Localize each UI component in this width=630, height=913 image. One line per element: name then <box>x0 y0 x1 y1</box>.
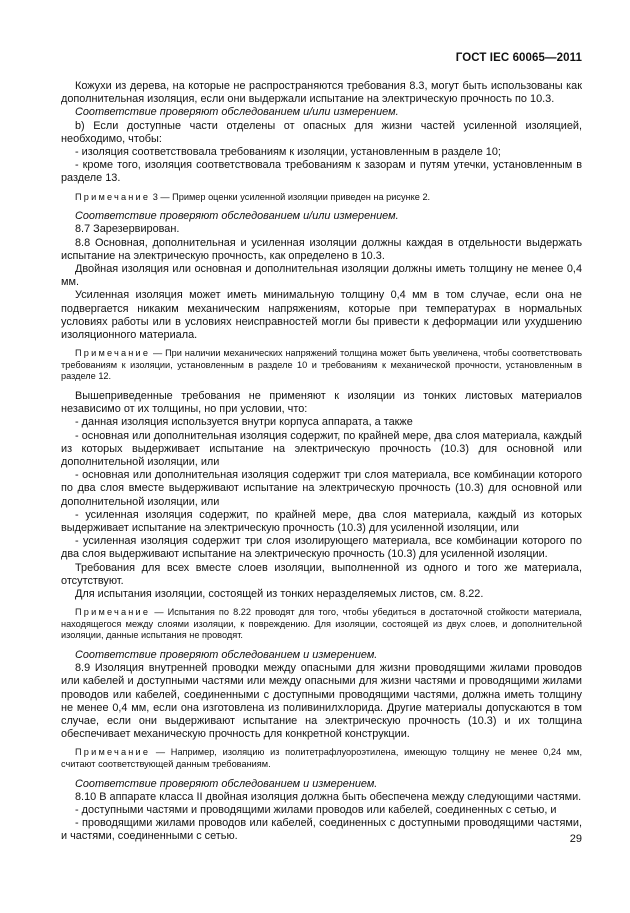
note-text: — Например, изоляцию из политетрафлуороэтилена, имеющую толщину не менее 0,24 мм, считают соответствующей данным требованиям. <box>61 747 582 770</box>
compliance-check: Соответствие проверяют обследованием и/или измерением. <box>75 106 399 119</box>
paragraph: 8.9 Изоляция внутренней проводки между опасными для жизни проводящими жилами проводов или кабелей и доступными частями или между опасными для жизни частями и проводящими жилами проводов или кабелей, соединенными с доступными проводящими частями, должна иметь толщину не менее 0,4 мм, если она изготовлена из поливинилхлорида. Другие материалы допускаются в том случае, если они выдерживают испытание на электрическую прочность (10.3) и их толщина обеспечивает механическую прочность для конкретной конструкции. <box>61 662 582 741</box>
note <box>61 747 582 770</box>
paragraph: Усиленная изоляция может иметь минимальную толщину 0,4 мм в том случае, если она не подвергается никаким механическим напряжениям, которые при температурах в нормальных условиях работы или в условиях неисправностей могли бы привести к деформации или ухудшению изоляционного материала. <box>61 289 582 342</box>
section-heading: 8.7 Зарезервирован. <box>75 223 180 236</box>
paragraph: Для испытания изоляции, состоящей из тонких неразделяемых листов, см. 8.22. <box>75 588 484 601</box>
note-text: — При наличии механических напряжений толщина может быть увеличена, чтобы соответствовать требованиям к изоляции, установленным в разделе 10 и требованиям к механической прочности, установленным в разделе 12. <box>61 348 582 382</box>
note <box>61 348 582 383</box>
note-label: Примечание <box>75 348 151 359</box>
compliance-check: Соответствие проверяют обследованием и измерением. <box>75 649 378 662</box>
note <box>61 607 582 642</box>
document-body <box>61 80 582 844</box>
paragraph: Требования для всех вместе слоев изоляции, выполненной из одного и того же материала, отсутствуют. <box>61 561 582 587</box>
paragraph: 8.8 Основная, дополнительная и усиленная изоляции должны каждая в отдельности выдержать испытание на электрическую прочность, как определено в 10.3. <box>61 236 582 262</box>
compliance-check: Соответствие проверяют обследованием и измерением. <box>75 777 378 790</box>
page-number: 29 <box>569 833 582 845</box>
note-text: 3 — Пример оценки усиленной изоляции приведен на рисунке 2. <box>150 191 431 202</box>
list-item: - основная или дополнительная изоляция содержит, по крайней мере, два слоя материала, каждый из которых выдерживает испытание на электрическую прочность (10.3) для основной или дополнительной изоляции, или <box>61 429 582 469</box>
list-item: - доступными частями и проводящими жилами проводов или кабелей, соединенных с сетью, и <box>75 804 557 817</box>
paragraph: b) Если доступные части отделены от опасных для жизни частей усиленной изоляцией, необходимо, чтобы: <box>61 119 582 145</box>
note-label: Примечание <box>75 607 151 618</box>
list-item: - кроме того, изоляция соответствовала требованиям к зазорам и путям утечки, установленным в разделе 13. <box>61 159 582 185</box>
compliance-check: Соответствие проверяют обследованием и/или измерением. <box>75 210 399 223</box>
paragraph: Кожухи из дерева, на которые не распространяются требования 8.3, могут быть использованы как дополнительная изоляция, если они выдержали испытание на электрическую прочность по 10.3. <box>61 80 582 106</box>
paragraph: Вышеприведенные требования не применяют к изоляции из тонких листовых материалов независимо от их толщины, но при условии, что: <box>61 390 582 416</box>
list-item: - основная или дополнительная изоляция содержит три слоя материала, все комбинации которого по два слоя вместе выдерживают испытание на электрическую прочность (10.3) для основной или дополнительной изоляции, или <box>61 469 582 508</box>
list-item: - усиленная изоляция содержит, по крайней мере, два слоя материала, каждый из которых выдерживает испытание на электрическую прочность (10.3) для усиленной изоляции, или <box>61 508 582 535</box>
note-text: — Испытания по 8.22 проводят для того, чтобы убедиться в достаточной стойкости материала, находящегося между слоями изоляции, к повреждению. Для изоляции, состоящей из двух слоев, и дополнительной изоляции, данные испытания не проводят. <box>61 607 582 641</box>
list-item: - данная изоляция используется внутри корпуса аппарата, а также <box>75 416 413 429</box>
standard-header: ГОСТ IEC 60065—2011 <box>455 52 582 64</box>
paragraph: Двойная изоляция или основная и дополнительная изоляции должны иметь толщину не менее 0,4 мм. <box>61 263 582 289</box>
paragraph: 8.10 В аппарате класса II двойная изоляция должна быть обеспечена между следующими частями. <box>75 790 582 803</box>
note-label: Примечание <box>75 191 151 202</box>
list-item: - усиленная изоляция содержит три слоя изолирующего материала, все комбинации которого по два слоя выдерживают испытание на электрическую прочность (10.3) для усиленной изоляции. <box>61 535 582 561</box>
list-item: - проводящими жилами проводов или кабелей, соединенных с доступными проводящими частями, и частями, соединенными с сетью. <box>61 817 582 843</box>
note-label: Примечание <box>75 747 151 758</box>
note <box>61 192 582 204</box>
list-item: - изоляция соответствовала требованиям к изоляции, установленным в разделе 10; <box>75 146 501 159</box>
